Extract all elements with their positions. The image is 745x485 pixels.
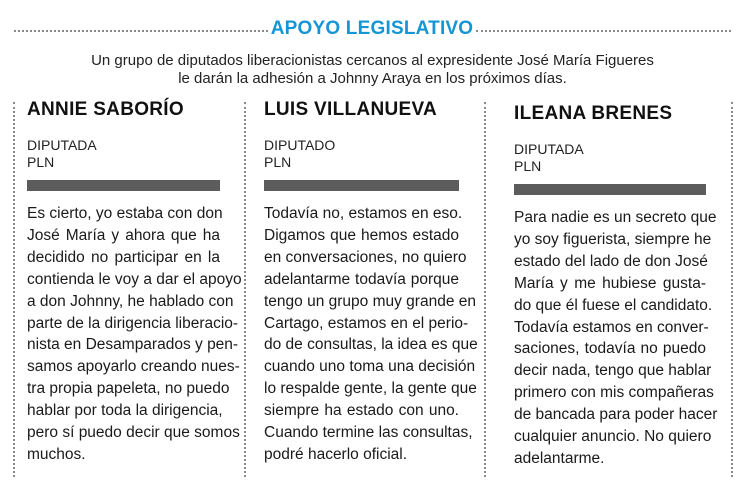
quote-line: podré hacerlo oficial. (264, 445, 408, 463)
column-divider (731, 102, 733, 477)
quote-line: José María y ahora que ha (27, 226, 220, 244)
quote-line: yo soy figuerista, siempre he (514, 230, 712, 248)
legislator-party: PLN (27, 154, 55, 170)
column-divider (13, 102, 15, 477)
legislator-role: DIPUTADA (27, 137, 97, 153)
quote-line: decidido no participar en la (27, 248, 220, 266)
quote-line: pero sí puedo decir que somos (27, 424, 240, 442)
section-title: APOYO LEGISLATIVO (270, 18, 474, 39)
quote-line: cualquier anuncio. No quiero (514, 428, 712, 446)
quote-line: de bancada para poder hacer (514, 406, 718, 424)
separator-bar (264, 180, 459, 191)
profile-column-ileana-brenes (514, 103, 718, 470)
column-divider (244, 102, 246, 477)
quote-line: muchos. (27, 445, 86, 463)
quote-line: saciones, todavía no puedo (514, 340, 706, 358)
legislator-name: ANNIE SABORÍO (27, 99, 184, 120)
quote-line: Cartago, estamos en el perio- (264, 314, 469, 332)
quote-line: cuando uno toma una decisión (264, 358, 476, 376)
quote-line: primero con mis compañeras (514, 384, 714, 402)
legislator-role-block (514, 141, 706, 175)
quote-line: Cuando termine las consultas, (264, 424, 473, 442)
quote-line: estado del lado de don José (514, 252, 708, 270)
legislator-role-block (264, 137, 459, 171)
quote-line: a don Johnny, he hablado con (27, 292, 234, 310)
quote-line: samos apoyarlo creando nues- (27, 358, 240, 376)
quote-line: Digamos que hemos estado (264, 226, 459, 244)
legislator-quote (514, 207, 718, 470)
quote-line: lo respalde gente, la gente que (264, 380, 477, 398)
quote-line: hablar por toda la dirigencia, (27, 402, 223, 420)
profile-column-annie-saborio (27, 99, 242, 466)
header-rule-right (476, 30, 731, 32)
legislator-party: PLN (514, 158, 542, 174)
quote-line: decir nada, tengo que hablar (514, 362, 712, 380)
legislator-role-block (27, 137, 220, 171)
legislator-role: DIPUTADA (514, 141, 584, 157)
quote-line: tengo un grupo muy grande en (264, 292, 476, 310)
subtitle-line: Un grupo de diputados liberacionistas cercanos al expresidente José María Figueres (91, 52, 654, 69)
subtitle-line: le darán la adhesión a Johnny Araya en los próximos días. (178, 70, 567, 87)
quote-line: tra propia papeleta, no puedo (27, 380, 230, 398)
legislator-quote (264, 203, 478, 466)
quote-line: en conversaciones, no quiero (264, 248, 467, 266)
quote-line: nista en Desamparados y pen- (27, 336, 239, 354)
separator-bar (27, 180, 220, 191)
legislator-role: DIPUTADO (264, 137, 336, 153)
quote-line: parte de la dirigencia liberacio- (27, 314, 239, 332)
separator-bar (514, 184, 706, 195)
quote-line: adelantarme. (514, 449, 605, 467)
header-rule-left (14, 30, 268, 32)
quote-line: adelantarme todavía porque (264, 270, 459, 288)
section-subtitle (40, 52, 705, 88)
legislator-party: PLN (264, 154, 292, 170)
quote-line: do que él fuese el candidato. (514, 296, 713, 314)
quote-line: Es cierto, yo estaba con don (27, 205, 223, 222)
quote-line: do de consultas, la idea es que (264, 336, 478, 354)
profile-column-luis-villanueva (264, 99, 478, 466)
column-divider (484, 102, 486, 477)
legislator-name: LUIS VILLANUEVA (264, 99, 438, 120)
quote-line: Para nadie es un secreto que (514, 209, 717, 226)
quote-line: siempre ha estado con uno. (264, 402, 459, 420)
quote-line: Todavía no, estamos en eso. (264, 205, 463, 222)
legislator-name: ILEANA BRENES (514, 103, 673, 124)
quote-line: contienda le voy a dar el apoyo (27, 270, 242, 288)
quote-line: María y me hubiese gusta- (514, 274, 706, 292)
legislator-quote (27, 203, 242, 466)
quote-line: Todavía estamos en conver- (514, 318, 709, 336)
